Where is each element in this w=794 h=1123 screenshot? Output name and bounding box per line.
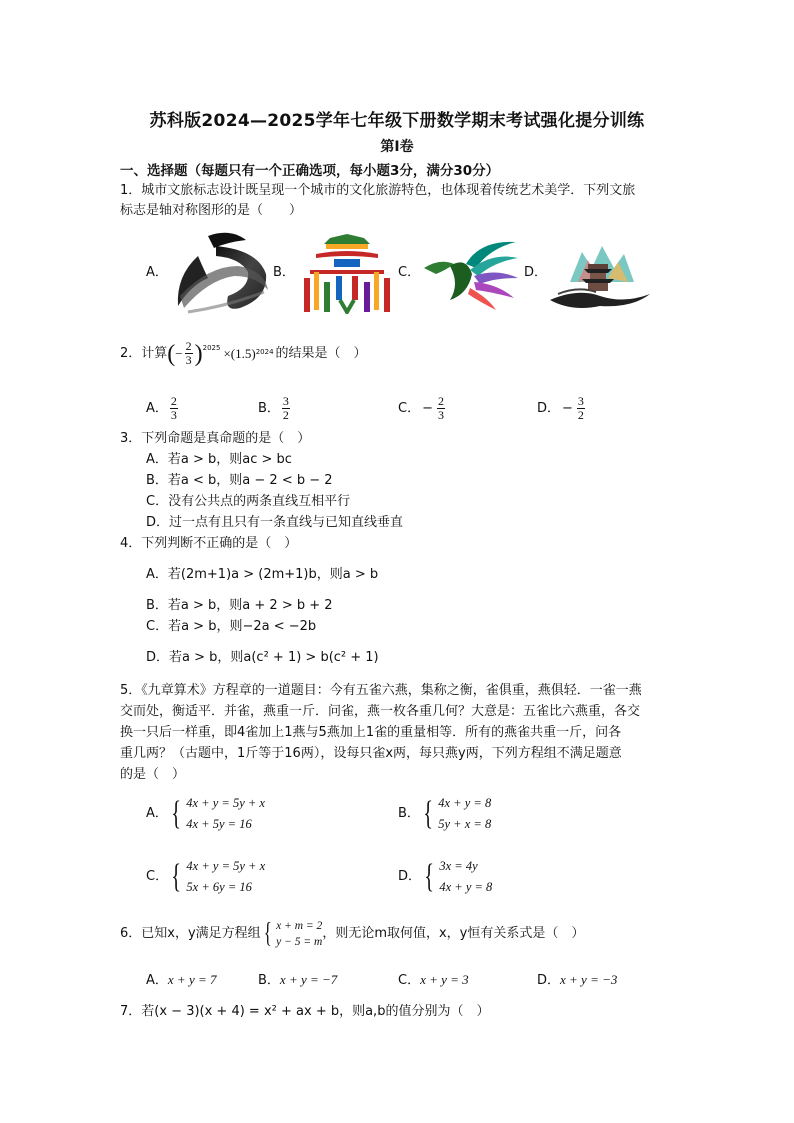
q1-option-a-label: A． bbox=[146, 265, 168, 280]
logo-a-brush-stroke-image bbox=[168, 226, 272, 320]
q5-stem-line2: 交而处，衡适平．并雀，燕重一斤．问雀，燕一枚各重几何？大意是：五雀比六燕重，各交 bbox=[120, 704, 641, 719]
q3-stem: 3．下列命题是真命题的是（ ） bbox=[120, 431, 311, 446]
q5-option-b-eq1: 4x + y = 8 bbox=[438, 796, 492, 810]
q1-option-c-label: C． bbox=[398, 265, 421, 280]
q2-option-b-label: B． bbox=[258, 400, 280, 416]
q6-suffix: ，则无论m取何值，x，y恒有关系式是（ ） bbox=[322, 926, 585, 941]
q2-option-c-fraction bbox=[437, 395, 445, 422]
q5-option-c-system bbox=[168, 856, 265, 898]
q6-option-a-text: x + y = 7 bbox=[167, 972, 217, 987]
q1-option-b-label: B． bbox=[273, 265, 295, 280]
q5-option-c-label: C． bbox=[146, 869, 169, 884]
q5-option-d-system bbox=[421, 856, 492, 898]
q5-option-d-eq2: 4x + y = 8 bbox=[439, 880, 493, 894]
q2-minus: − bbox=[175, 345, 183, 361]
q5-option-c-eq2: 5x + 6y = 16 bbox=[186, 880, 252, 894]
q1-stem-line2: 标志是轴对称图形的是（ ） bbox=[120, 203, 303, 218]
q2-prefix: 2．计算 bbox=[120, 345, 168, 361]
q2-option-d-sign: − bbox=[562, 400, 573, 416]
section-heading: 一、选择题（每题只有一个正确选项，每小题3分，满分30分） bbox=[120, 163, 500, 179]
q2-option-c-label: C． bbox=[398, 400, 421, 416]
q6-option-d bbox=[537, 970, 617, 991]
q2-option-b-den: 2 bbox=[282, 408, 289, 422]
q2-suffix: 的结果是（ ） bbox=[275, 345, 367, 361]
q6-option-c-label: C． bbox=[398, 973, 421, 988]
q2-option-c-den: 3 bbox=[437, 408, 444, 422]
q7-stem: 7．若(x − 3)(x + 4) = x² + ax + b，则a,b的值分别为（ ） bbox=[120, 1004, 490, 1019]
q3-option-b: B．若a < b，则a − 2 < b − 2 bbox=[146, 473, 333, 488]
q6-option-a bbox=[146, 970, 217, 991]
q2-option-b bbox=[258, 395, 292, 422]
q2-option-d-num: 3 bbox=[577, 394, 584, 408]
q2-option-b-num: 3 bbox=[282, 394, 289, 408]
brace-symbol: { bbox=[263, 918, 272, 949]
q5-option-b-system bbox=[420, 793, 491, 835]
q5-option-d bbox=[398, 856, 492, 898]
q6-stem bbox=[120, 918, 584, 950]
q6-option-b-text: x + y = −7 bbox=[279, 972, 338, 987]
q2-close-paren: ) bbox=[194, 340, 203, 367]
q2-option-c bbox=[398, 395, 447, 422]
q6-option-d-label: D． bbox=[537, 973, 561, 988]
q5-option-a-label: A． bbox=[146, 806, 168, 821]
q5-stem-line4: 重几两？（古题中，1斤等于16两），设每只雀x两，每只燕y两，下列方程组不满足题意 bbox=[120, 746, 622, 761]
q5-option-c-eq1: 4x + y = 5y + x bbox=[186, 859, 266, 873]
q5-option-b bbox=[398, 793, 491, 835]
q2-option-d-den: 2 bbox=[577, 408, 584, 422]
q4-stem: 4．下列判断不正确的是（ ） bbox=[120, 536, 298, 551]
brace-symbol: { bbox=[423, 795, 433, 832]
q6-prefix: 6．已知x，y满足方程组 bbox=[120, 926, 261, 941]
q1-stem-line1: 1．城市文旅标志设计既呈现一个城市的文化旅游特色，也体现着传统艺术美学．下列文旅 bbox=[120, 183, 636, 198]
logo-b-character-image bbox=[300, 232, 394, 314]
q3-option-d: D．过一点有且只有一条直线与已知直线垂直 bbox=[146, 515, 404, 530]
q4-option-c: C．若a > b，则−2a < −2b bbox=[146, 619, 317, 634]
q5-option-a bbox=[146, 793, 265, 835]
q2-option-d-fraction bbox=[577, 395, 585, 422]
brace-symbol: { bbox=[171, 795, 181, 832]
q5-stem-line1: 5．《九章算术》方程章的一道题目：今有五雀六燕，集称之衡，雀俱重，燕俱轻．一雀一燕 bbox=[120, 683, 642, 698]
q6-eq2: y − 5 = m bbox=[276, 936, 323, 948]
q2-option-c-sign: − bbox=[422, 400, 433, 416]
q2-option-a-num: 2 bbox=[170, 394, 177, 408]
brace-symbol: { bbox=[171, 858, 182, 895]
q5-option-a-system bbox=[168, 793, 265, 835]
q2-option-d-label: D． bbox=[537, 400, 561, 416]
q2-times: ×(1.5) bbox=[223, 345, 256, 361]
volume-label: 第Ⅰ卷 bbox=[380, 139, 414, 155]
q6-system bbox=[261, 918, 323, 950]
q2-exponent-2: 2024 bbox=[255, 348, 274, 356]
q2-option-c-num: 2 bbox=[437, 394, 444, 408]
q6-option-b-label: B． bbox=[258, 973, 280, 988]
q2-option-a-label: A． bbox=[146, 400, 168, 416]
q4-option-b: B．若a > b，则a + 2 > b + 2 bbox=[146, 598, 333, 613]
q6-option-c-text: x + y = 3 bbox=[420, 972, 469, 987]
logo-c-bird-image bbox=[420, 234, 520, 312]
q5-option-c bbox=[146, 856, 265, 898]
q2-option-a-fraction bbox=[170, 395, 178, 422]
q5-stem-line3: 换一只后一样重，即4雀加上1燕与5燕加上1雀的重量相等．所有的燕雀共重一斤，问各 bbox=[120, 725, 622, 740]
q3-option-a: A．若a > b，则ac > bc bbox=[146, 452, 292, 467]
q2-option-d bbox=[537, 395, 587, 422]
q2-exponent-1: 2025 bbox=[202, 344, 221, 352]
logo-d-pavilion-image bbox=[548, 238, 652, 314]
q2-option-a bbox=[146, 395, 180, 422]
q5-option-d-label: D． bbox=[398, 869, 422, 884]
q2-option-a-den: 3 bbox=[170, 408, 177, 422]
brace-symbol: { bbox=[424, 858, 435, 895]
q5-option-a-eq2: 4x + 5y = 16 bbox=[186, 817, 252, 831]
q5-option-b-eq2: 5y + x = 8 bbox=[438, 817, 492, 831]
q5-stem-line5: 的是（ ） bbox=[120, 767, 186, 782]
q1-option-d-label: D． bbox=[524, 265, 548, 280]
q4-option-d: D．若a > b，则a(c² + 1) > b(c² + 1) bbox=[146, 650, 379, 665]
q6-option-b bbox=[258, 970, 337, 991]
q6-option-c bbox=[398, 970, 469, 991]
q5-option-d-eq1: 3x = 4y bbox=[439, 859, 478, 873]
q2-fraction: $\frac{2}{3}$ bbox=[185, 339, 192, 367]
q5-option-a-eq1: 4x + y = 5y + x bbox=[186, 796, 265, 810]
q2-stem bbox=[120, 340, 367, 367]
q6-eq1: x + m = 2 bbox=[276, 920, 323, 932]
q4-option-a: A．若(2m+1)a > (2m+1)b，则a > b bbox=[146, 567, 379, 582]
q2-option-b-fraction bbox=[282, 395, 290, 422]
q3-option-c: C．没有公共点的两条直线互相平行 bbox=[146, 494, 351, 509]
q6-option-d-text: x + y = −3 bbox=[560, 972, 618, 987]
q5-option-b-label: B． bbox=[398, 806, 420, 821]
page-title: 苏科版2024—2025学年七年级下册数学期末考试强化提分训练 bbox=[149, 111, 645, 131]
q6-option-a-label: A． bbox=[146, 973, 168, 988]
q2-open-paren: ( bbox=[167, 340, 176, 367]
